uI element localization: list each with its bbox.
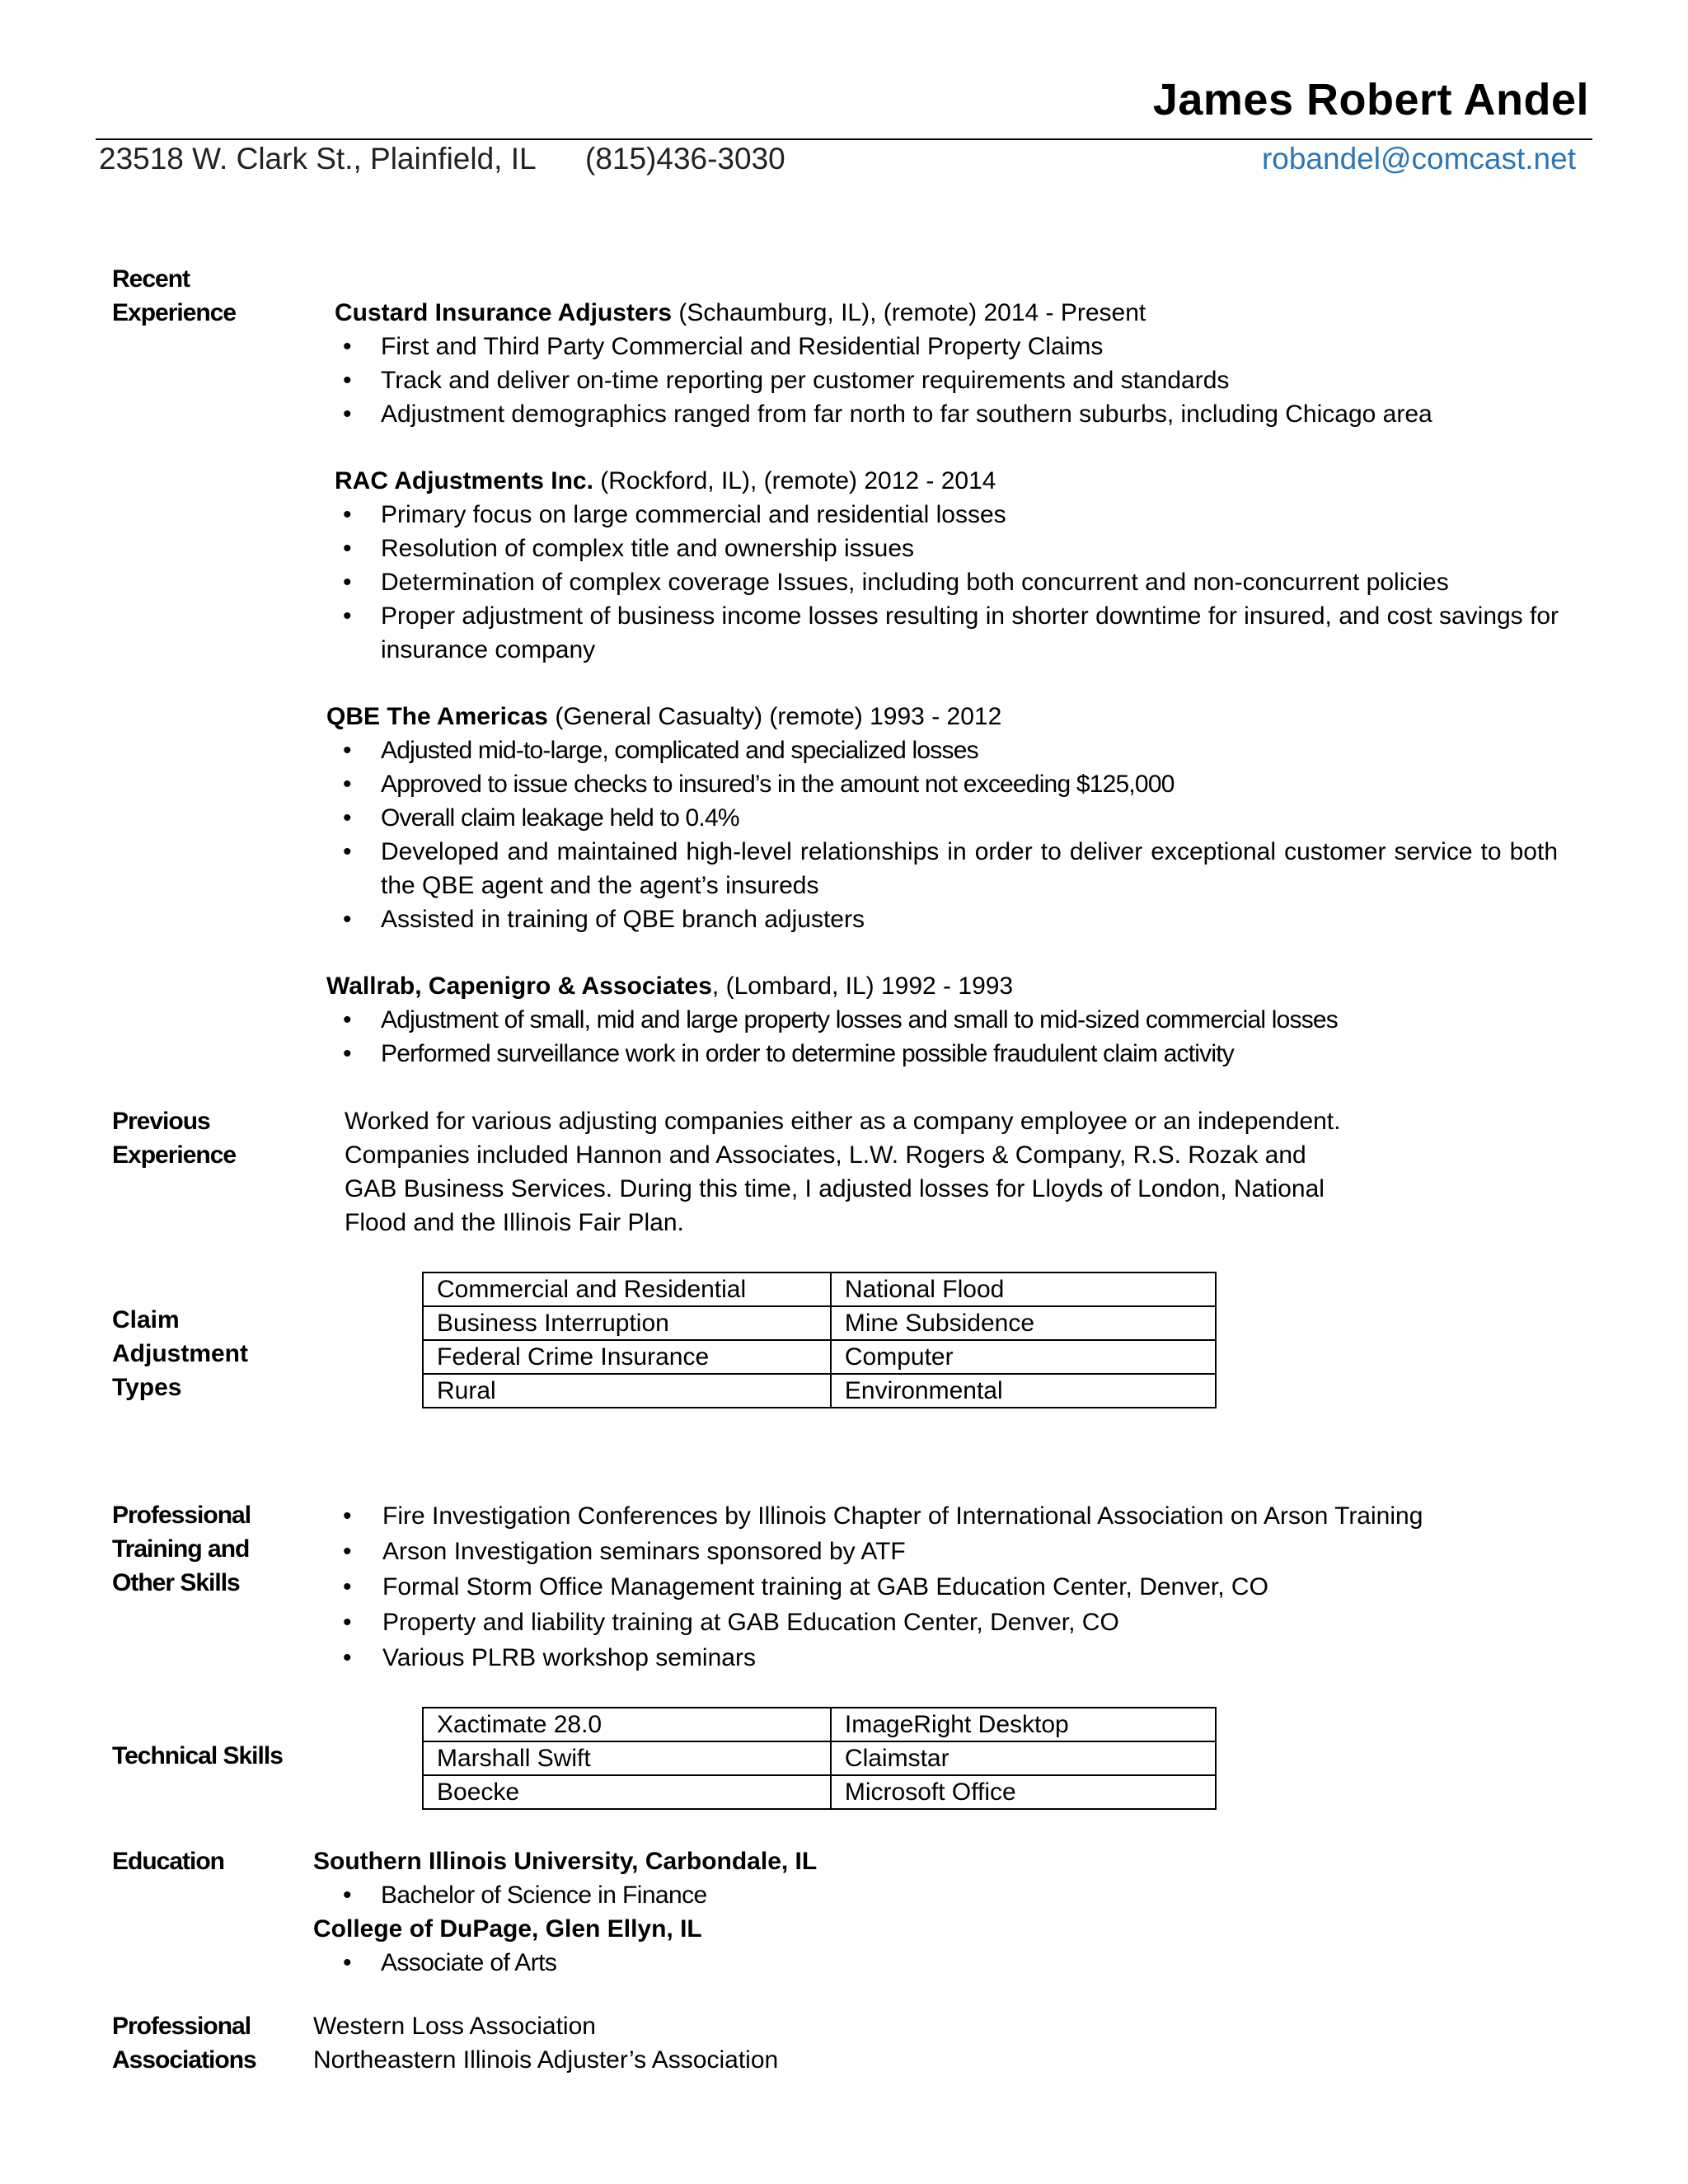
list-item: • Developed and maintained high-level relationships in order to deliver exceptional customer service to both the QBE agent and the agent’s insureds (343, 835, 1558, 902)
table-cell: Claimstar (831, 1741, 1216, 1775)
table-row (423, 1741, 1216, 1775)
table-cell: Federal Crime Insurance (423, 1340, 831, 1374)
address: 23518 W. Clark St., Plainfield, IL (99, 142, 537, 176)
company-name: RAC Adjustments Inc. (335, 467, 593, 494)
job-details: (Rockford, IL), (remote) 2012 - 2014 (593, 467, 996, 494)
candidate-name: James Robert Andel (1152, 75, 1589, 124)
school-name: College of DuPage, Glen Ellyn, IL (313, 1915, 702, 1943)
phone: (815)436-3030 (585, 142, 785, 176)
table-cell: Marshall Swift (423, 1741, 831, 1775)
list-item: • Adjustment demographics ranged from far north to far southern suburbs, including Chicago area (343, 397, 1563, 431)
job-details: , (Lombard, IL) 1992 - 1993 (711, 972, 1014, 1000)
list-item: • Formal Storm Office Management training at GAB Education Center, Denver, CO (343, 1569, 1579, 1605)
list-item: Western Loss Association (313, 2013, 596, 2040)
list-item: • Track and deliver on-time reporting per customer requirements and standards (343, 363, 1563, 397)
job-bullets (343, 330, 1563, 431)
list-item: • Arson Investigation seminars sponsored by ATF (343, 1534, 1579, 1569)
section-label-training: Professional Training and Other Skills (112, 1502, 251, 1596)
company-name: Custard Insurance Adjusters (335, 299, 672, 326)
list-item: • Proper adjustment of business income losses resulting in shorter downtime for insured, and cost savings for insurance company (343, 599, 1563, 667)
list-item: • Determination of complex coverage Issues, including both concurrent and non-concurrent policies (343, 565, 1563, 599)
job-entry (335, 296, 1571, 330)
list-item: • Primary focus on large commercial and residential losses (343, 498, 1563, 532)
table-row (423, 1306, 1216, 1340)
table-cell: Environmental (831, 1374, 1216, 1408)
job-heading (326, 969, 1571, 1003)
section-label-claim-types: Claim Adjustment Types (112, 1306, 248, 1401)
degree-list (343, 1946, 1497, 1980)
section-label-previous-experience: Previous Experience (112, 1108, 237, 1169)
list-item: • First and Third Party Commercial and Residential Property Claims (343, 330, 1563, 363)
table-cell: ImageRight Desktop (831, 1708, 1216, 1741)
section-label-technical-skills: Technical Skills (112, 1742, 283, 1769)
section-label-education: Education (112, 1848, 225, 1875)
list-item: • Assisted in training of QBE branch adjusters (343, 902, 1558, 936)
table-cell: Business Interruption (423, 1306, 831, 1340)
technical-skills-table (422, 1707, 1217, 1810)
table-cell: Rural (423, 1374, 831, 1408)
associations-list (313, 2009, 778, 2077)
training-list (343, 1498, 1579, 1675)
list-item: • Fire Investigation Conferences by Illinois Chapter of International Association on Arson Training (343, 1498, 1579, 1534)
job-bullets (343, 1003, 1563, 1071)
table-row (423, 1775, 1216, 1809)
table-row (423, 1374, 1216, 1408)
job-entry (326, 700, 1571, 733)
list-item: • Resolution of complex title and ownership issues (343, 532, 1563, 565)
school-name: Southern Illinois University, Carbondale, IL (313, 1848, 818, 1875)
table-cell: Boecke (423, 1775, 831, 1809)
job-heading (326, 700, 1571, 733)
claim-types-table (422, 1272, 1217, 1408)
list-item: • Associate of Arts (343, 1946, 1497, 1980)
list-item: • Overall claim leakage held to 0.4% (343, 801, 1558, 835)
table-cell: Xactimate 28.0 (423, 1708, 831, 1741)
list-item: • Adjusted mid-to-large, complicated and specialized losses (343, 733, 1558, 767)
job-bullets (343, 733, 1558, 936)
job-entry (326, 969, 1571, 1003)
header-divider (96, 138, 1592, 140)
degree-list (343, 1878, 1497, 1912)
list-item: • Adjustment of small, mid and large property losses and small to mid-sized commercial losses (343, 1003, 1563, 1037)
company-name: Wallrab, Capenigro & Associates (326, 972, 712, 1000)
list-item: • Various PLRB workshop seminars (343, 1640, 1579, 1675)
section-label-recent-experience: Recent Experience (112, 265, 237, 326)
job-details: (General Casualty) (remote) 1993 - 2012 (548, 703, 1002, 730)
table-cell: National Flood (831, 1272, 1216, 1306)
list-item: • Bachelor of Science in Finance (343, 1878, 1497, 1912)
previous-experience-text: Worked for various adjusting companies either as a company employee or an independent. Companies included Hannon and Associates, L.W. Rogers & Company, R.S. Rozak and GAB Business Services. During this time, I adjusted losses for Lloyds of London, National Flood and the Illinois Fair Plan. (345, 1108, 1341, 1236)
list-item: • Approved to issue checks to insured’s in the amount not exceeding $125,000 (343, 767, 1558, 801)
section-label-associations: Professional Associations (112, 2013, 256, 2074)
table-cell: Computer (831, 1340, 1216, 1374)
table-row (423, 1708, 1216, 1741)
list-item: Northeastern Illinois Adjuster’s Association (313, 2046, 779, 2074)
job-heading (335, 296, 1571, 330)
job-details: (Schaumburg, IL), (remote) 2014 - Present (672, 299, 1146, 326)
email-link[interactable]: robandel@comcast.net (1261, 142, 1576, 176)
job-heading (335, 464, 1571, 498)
table-cell: Commercial and Residential (423, 1272, 831, 1306)
job-bullets (343, 498, 1563, 667)
table-row (423, 1340, 1216, 1374)
table-cell: Mine Subsidence (831, 1306, 1216, 1340)
list-item: • Property and liability training at GAB Education Center, Denver, CO (343, 1605, 1579, 1640)
job-entry (335, 464, 1571, 498)
list-item: • Performed surveillance work in order to determine possible fraudulent claim activity (343, 1037, 1563, 1071)
company-name: QBE The Americas (326, 703, 548, 730)
table-row (423, 1272, 1216, 1306)
table-cell: Microsoft Office (831, 1775, 1216, 1809)
